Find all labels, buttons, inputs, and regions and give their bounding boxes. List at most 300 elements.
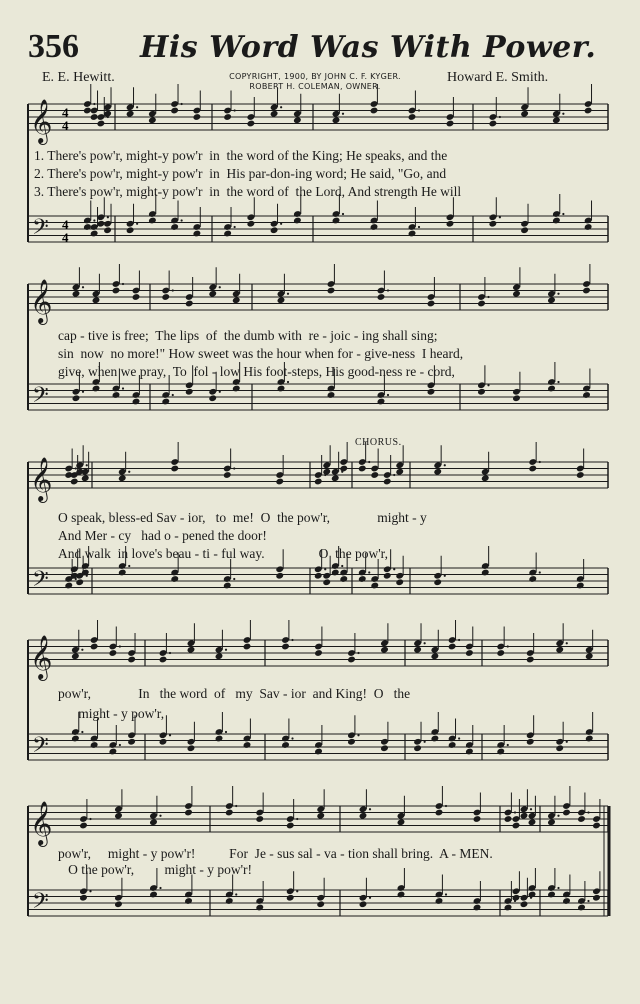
note-head xyxy=(159,656,168,664)
note-head xyxy=(314,649,323,657)
note-head xyxy=(427,300,436,308)
dot xyxy=(235,893,237,895)
dot xyxy=(357,652,359,654)
dot xyxy=(557,887,559,889)
dot xyxy=(235,805,237,807)
treble-clef: 𝄞 xyxy=(30,635,53,679)
note-head xyxy=(161,398,170,406)
dot xyxy=(86,464,88,466)
dot xyxy=(357,734,359,736)
dot xyxy=(341,565,343,567)
note-head xyxy=(377,293,386,301)
dot xyxy=(444,464,446,466)
note-head xyxy=(185,300,194,308)
note-head xyxy=(327,391,336,399)
dot xyxy=(75,467,77,469)
dot xyxy=(424,642,426,644)
note-head xyxy=(383,572,392,580)
lyric-line: 1. There's pow'r, might-y pow'r in the word of the King; He speaks, and the xyxy=(34,148,448,163)
dot xyxy=(458,737,460,739)
dot xyxy=(539,461,541,463)
note-head xyxy=(552,217,561,225)
dot xyxy=(418,109,420,111)
dot xyxy=(296,890,298,892)
note-head xyxy=(170,575,179,583)
dot xyxy=(291,737,293,739)
note-head xyxy=(112,287,121,295)
note-head xyxy=(331,474,340,482)
dot xyxy=(393,474,395,476)
dot xyxy=(507,744,509,746)
dot xyxy=(136,106,138,108)
note-head xyxy=(481,569,490,577)
note-head xyxy=(281,643,290,651)
note-head xyxy=(316,812,325,820)
note-head xyxy=(446,120,455,128)
note-head xyxy=(577,815,586,823)
bass-clef: 𝄢 xyxy=(32,215,49,245)
note-head xyxy=(465,748,474,756)
dot xyxy=(487,296,489,298)
note-head xyxy=(347,656,356,664)
note-head xyxy=(339,465,348,473)
note-head xyxy=(512,822,521,830)
note-head xyxy=(185,388,194,396)
dot xyxy=(387,394,389,396)
note-head xyxy=(332,217,341,225)
note-head xyxy=(582,287,591,295)
note-head xyxy=(528,465,537,473)
note-head xyxy=(358,465,367,473)
note-head xyxy=(118,474,127,482)
note-head xyxy=(473,815,482,823)
dot xyxy=(219,286,221,288)
dot xyxy=(287,381,289,383)
note-head xyxy=(79,822,88,830)
note-head xyxy=(431,735,440,743)
note-head xyxy=(448,741,457,749)
note-head xyxy=(72,394,81,402)
note-head xyxy=(81,474,90,482)
note-head xyxy=(90,113,99,121)
note-head xyxy=(370,582,379,590)
dot xyxy=(93,103,95,105)
dot xyxy=(169,652,171,654)
dot xyxy=(587,900,589,902)
dot xyxy=(93,219,95,221)
note-head xyxy=(225,897,234,905)
note-head xyxy=(585,735,594,743)
note-head xyxy=(223,471,232,479)
dot xyxy=(172,289,174,291)
bass-clef: 𝄢 xyxy=(32,889,49,919)
note-head xyxy=(465,649,474,657)
note-head xyxy=(477,388,486,396)
note-head xyxy=(90,230,99,238)
note-head xyxy=(114,900,123,908)
bass-clef: 𝄢 xyxy=(32,383,49,413)
note-head xyxy=(114,812,123,820)
note-head xyxy=(592,894,601,902)
note-head xyxy=(149,891,158,899)
dot xyxy=(487,384,489,386)
note-head xyxy=(562,897,571,905)
dot xyxy=(280,106,282,108)
note-head xyxy=(148,217,157,225)
note-head xyxy=(247,120,256,128)
chorus-label: CHORUS. xyxy=(355,437,402,448)
note-head xyxy=(187,646,196,654)
dot xyxy=(81,649,83,651)
dot xyxy=(119,744,121,746)
note-head xyxy=(293,217,302,225)
copyright-line-2: ROBERT H. COLEMAN, OWNER. xyxy=(249,82,381,91)
note-head xyxy=(370,107,379,115)
dot xyxy=(159,887,161,889)
time-signature: 4 xyxy=(62,118,69,133)
dot xyxy=(562,213,564,215)
note-head xyxy=(413,646,422,654)
dot xyxy=(169,734,171,736)
note-head xyxy=(126,110,135,118)
note-head xyxy=(277,385,286,393)
note-head xyxy=(489,220,498,228)
note-head xyxy=(555,646,564,654)
note-head xyxy=(70,478,79,486)
note-head xyxy=(109,748,118,756)
dot xyxy=(291,639,293,641)
note-head xyxy=(109,649,118,657)
note-head xyxy=(327,287,336,295)
dot xyxy=(82,391,84,393)
note-head xyxy=(83,223,92,231)
note-head xyxy=(477,300,486,308)
note-head xyxy=(431,652,440,660)
note-head xyxy=(526,656,535,664)
note-head xyxy=(584,107,593,115)
dot xyxy=(393,568,395,570)
note-head xyxy=(577,904,586,912)
dot xyxy=(324,568,326,570)
note-head xyxy=(331,569,340,577)
lyric-line: 3. There's pow'r, might-y pow'r in the word of the Lord, And strength He will xyxy=(34,184,462,199)
note-head xyxy=(576,471,585,479)
dot xyxy=(387,289,389,291)
dot xyxy=(233,578,235,580)
dot xyxy=(225,649,227,651)
dot xyxy=(557,381,559,383)
note-head xyxy=(270,226,279,234)
dot xyxy=(234,226,236,228)
dot xyxy=(562,113,564,115)
note-head xyxy=(520,812,529,820)
note-head xyxy=(370,223,379,231)
lyric-line: 2. There's pow'r, might-y pow'r in His par-don-ing word; He said, "Go, and xyxy=(34,166,447,181)
note-head xyxy=(314,572,323,580)
dot xyxy=(287,293,289,295)
note-head xyxy=(552,116,561,124)
dot xyxy=(458,639,460,641)
note-head xyxy=(79,894,88,902)
note-head xyxy=(275,478,284,486)
note-head xyxy=(161,293,170,301)
dot xyxy=(424,741,426,743)
note-head xyxy=(243,741,252,749)
dot xyxy=(444,575,446,577)
copyright-line-1: COPYRIGHT, 1900, BY JOHN C. F. KYGER. xyxy=(229,72,401,81)
dot xyxy=(234,109,236,111)
lyric-line: O the pow'r, might - y pow'r! xyxy=(58,862,253,877)
note-head xyxy=(528,575,537,583)
note-head xyxy=(528,891,537,899)
note-head xyxy=(316,900,325,908)
time-signature: 4 xyxy=(62,230,69,245)
note-head xyxy=(132,293,141,301)
note-head xyxy=(395,578,404,586)
note-head xyxy=(380,646,389,654)
note-head xyxy=(446,220,455,228)
note-head xyxy=(184,809,193,817)
note-head xyxy=(92,385,101,393)
note-head xyxy=(118,569,127,577)
note-head xyxy=(281,741,290,749)
note-head xyxy=(159,738,168,746)
note-head xyxy=(270,110,279,118)
note-head xyxy=(496,649,505,657)
note-head xyxy=(71,735,80,743)
dot xyxy=(557,293,559,295)
dot xyxy=(445,893,447,895)
dot xyxy=(122,387,124,389)
note-head xyxy=(427,388,436,396)
note-head xyxy=(322,468,331,476)
note-head xyxy=(347,738,356,746)
note-head xyxy=(72,290,81,298)
dot xyxy=(342,113,344,115)
note-head xyxy=(584,223,593,231)
note-head xyxy=(148,116,157,124)
note-head xyxy=(215,735,224,743)
note-head xyxy=(64,582,73,590)
lyric-line: pow'r, In the word of my Sav - ior and King! O the xyxy=(58,686,411,701)
note-head xyxy=(71,652,80,660)
note-head xyxy=(255,904,264,912)
dot xyxy=(128,471,130,473)
note-head xyxy=(408,113,417,121)
treble-clef: 𝄞 xyxy=(30,801,53,845)
note-head xyxy=(275,572,284,580)
note-head xyxy=(547,385,556,393)
note-head xyxy=(435,809,444,817)
note-head xyxy=(255,815,264,823)
note-head xyxy=(193,113,202,121)
treble-clef: 𝄞 xyxy=(30,457,53,501)
note-head xyxy=(83,107,92,115)
dot xyxy=(181,219,183,221)
note-head xyxy=(512,290,521,298)
note-head xyxy=(433,578,442,586)
note-head xyxy=(112,391,121,399)
note-head xyxy=(215,652,224,660)
note-head xyxy=(555,744,564,752)
time-signature: 4 xyxy=(62,217,69,232)
note-head xyxy=(547,296,556,304)
note-head xyxy=(512,394,521,402)
dot xyxy=(225,731,227,733)
note-head xyxy=(489,120,498,128)
note-head xyxy=(314,478,323,486)
note-head xyxy=(223,582,232,590)
dot xyxy=(119,645,121,647)
lyric-line: O speak, bless-ed Sav - ior, to me! O the pow'r, might - y xyxy=(58,510,427,525)
note-head xyxy=(481,474,490,482)
note-head xyxy=(358,575,367,583)
dot xyxy=(514,811,516,813)
note-head xyxy=(359,812,368,820)
note-head xyxy=(127,656,136,664)
note-head xyxy=(170,465,179,473)
note-head xyxy=(547,818,556,826)
dot xyxy=(82,286,84,288)
lyric-line: might - y pow'r, xyxy=(58,706,165,721)
dot xyxy=(557,815,559,817)
dot xyxy=(89,818,91,820)
dot xyxy=(587,811,589,813)
lyric-line: give, when we pray, To fol - low His foot-steps, His good-ness re - cord, xyxy=(58,364,455,379)
note-head xyxy=(413,744,422,752)
note-head xyxy=(103,226,112,234)
hymn-number: 356 xyxy=(28,28,79,65)
note-head xyxy=(520,900,529,908)
note-head xyxy=(370,471,379,479)
dot xyxy=(296,818,298,820)
time-signature: 4 xyxy=(62,105,69,120)
note-head xyxy=(170,223,179,231)
lyric-line: cap - tive is free; The lips of the dumb with re - joic - ing shall sing; xyxy=(58,328,438,343)
note-head xyxy=(293,116,302,124)
note-head xyxy=(225,809,234,817)
note-head xyxy=(562,809,571,817)
note-head xyxy=(528,818,537,826)
composer: Howard E. Smith. xyxy=(447,70,549,85)
note-head xyxy=(97,120,106,128)
note-head xyxy=(526,738,535,746)
note-head xyxy=(397,891,406,899)
dot xyxy=(368,571,370,573)
note-head xyxy=(397,818,406,826)
note-head xyxy=(314,748,323,756)
treble-clef: 𝄞 xyxy=(30,99,53,143)
note-head xyxy=(377,398,386,406)
note-head xyxy=(592,822,601,830)
note-head xyxy=(395,468,404,476)
note-head xyxy=(170,107,179,115)
note-head xyxy=(286,894,295,902)
note-head xyxy=(496,748,505,756)
note-head xyxy=(504,815,513,823)
note-head xyxy=(547,891,556,899)
dot xyxy=(233,467,235,469)
note-head xyxy=(585,652,594,660)
note-head xyxy=(286,822,295,830)
lyric-line: And Mer - cy had o - pened the door! xyxy=(58,528,267,543)
dot xyxy=(81,731,83,733)
note-head xyxy=(582,391,591,399)
note-head xyxy=(435,897,444,905)
note-head xyxy=(187,744,196,752)
dot xyxy=(566,741,568,743)
lyric-line: And walk in love's beau - ti - ful way. O the pow'r, xyxy=(58,546,389,561)
note-head xyxy=(243,643,252,651)
note-head xyxy=(359,900,368,908)
note-head xyxy=(127,738,136,746)
dot xyxy=(159,815,161,817)
dot xyxy=(507,645,509,647)
dot xyxy=(566,642,568,644)
note-head xyxy=(223,230,232,238)
note-head xyxy=(193,230,202,238)
note-head xyxy=(339,575,348,583)
note-head xyxy=(92,296,101,304)
note-head xyxy=(126,226,135,234)
note-head xyxy=(520,110,529,118)
note-head xyxy=(448,643,457,651)
dot xyxy=(136,223,138,225)
note-head xyxy=(247,220,256,228)
bass-clef: 𝄢 xyxy=(32,567,49,597)
note-head xyxy=(380,744,389,752)
note-head xyxy=(232,296,241,304)
lyric-line: pow'r, might - y pow'r! For Je - sus sal - va - tion shall bring. A - MEN. xyxy=(58,846,493,861)
note-head xyxy=(383,478,392,486)
dot xyxy=(499,116,501,118)
note-head xyxy=(90,741,99,749)
dot xyxy=(445,805,447,807)
dot xyxy=(369,808,371,810)
note-head xyxy=(277,296,286,304)
note-head xyxy=(132,398,141,406)
dot xyxy=(499,216,501,218)
dot xyxy=(107,216,109,218)
note-head xyxy=(332,116,341,124)
note-head xyxy=(75,578,84,586)
lyricist: E. E. Hewitt. xyxy=(42,70,115,85)
note-head xyxy=(520,226,529,234)
treble-clef: 𝄞 xyxy=(30,279,53,323)
note-head xyxy=(576,582,585,590)
note-head xyxy=(504,904,513,912)
note-head xyxy=(322,578,331,586)
note-head xyxy=(232,385,241,393)
note-head xyxy=(208,394,217,402)
dot xyxy=(122,283,124,285)
note-head xyxy=(208,290,217,298)
dot xyxy=(368,461,370,463)
note-head xyxy=(433,468,442,476)
dot xyxy=(280,223,282,225)
note-head xyxy=(90,643,99,651)
dot xyxy=(539,571,541,573)
lyric-line: sin now no more!" How sweet was the hour when for - give-ness I heard, xyxy=(58,346,464,361)
dot xyxy=(342,213,344,215)
note-head xyxy=(408,230,417,238)
note-head xyxy=(149,818,158,826)
hymn-title: His Word Was With Power. xyxy=(140,30,597,65)
note-head xyxy=(512,894,521,902)
dot xyxy=(128,565,130,567)
dot xyxy=(530,808,532,810)
note-head xyxy=(184,897,193,905)
